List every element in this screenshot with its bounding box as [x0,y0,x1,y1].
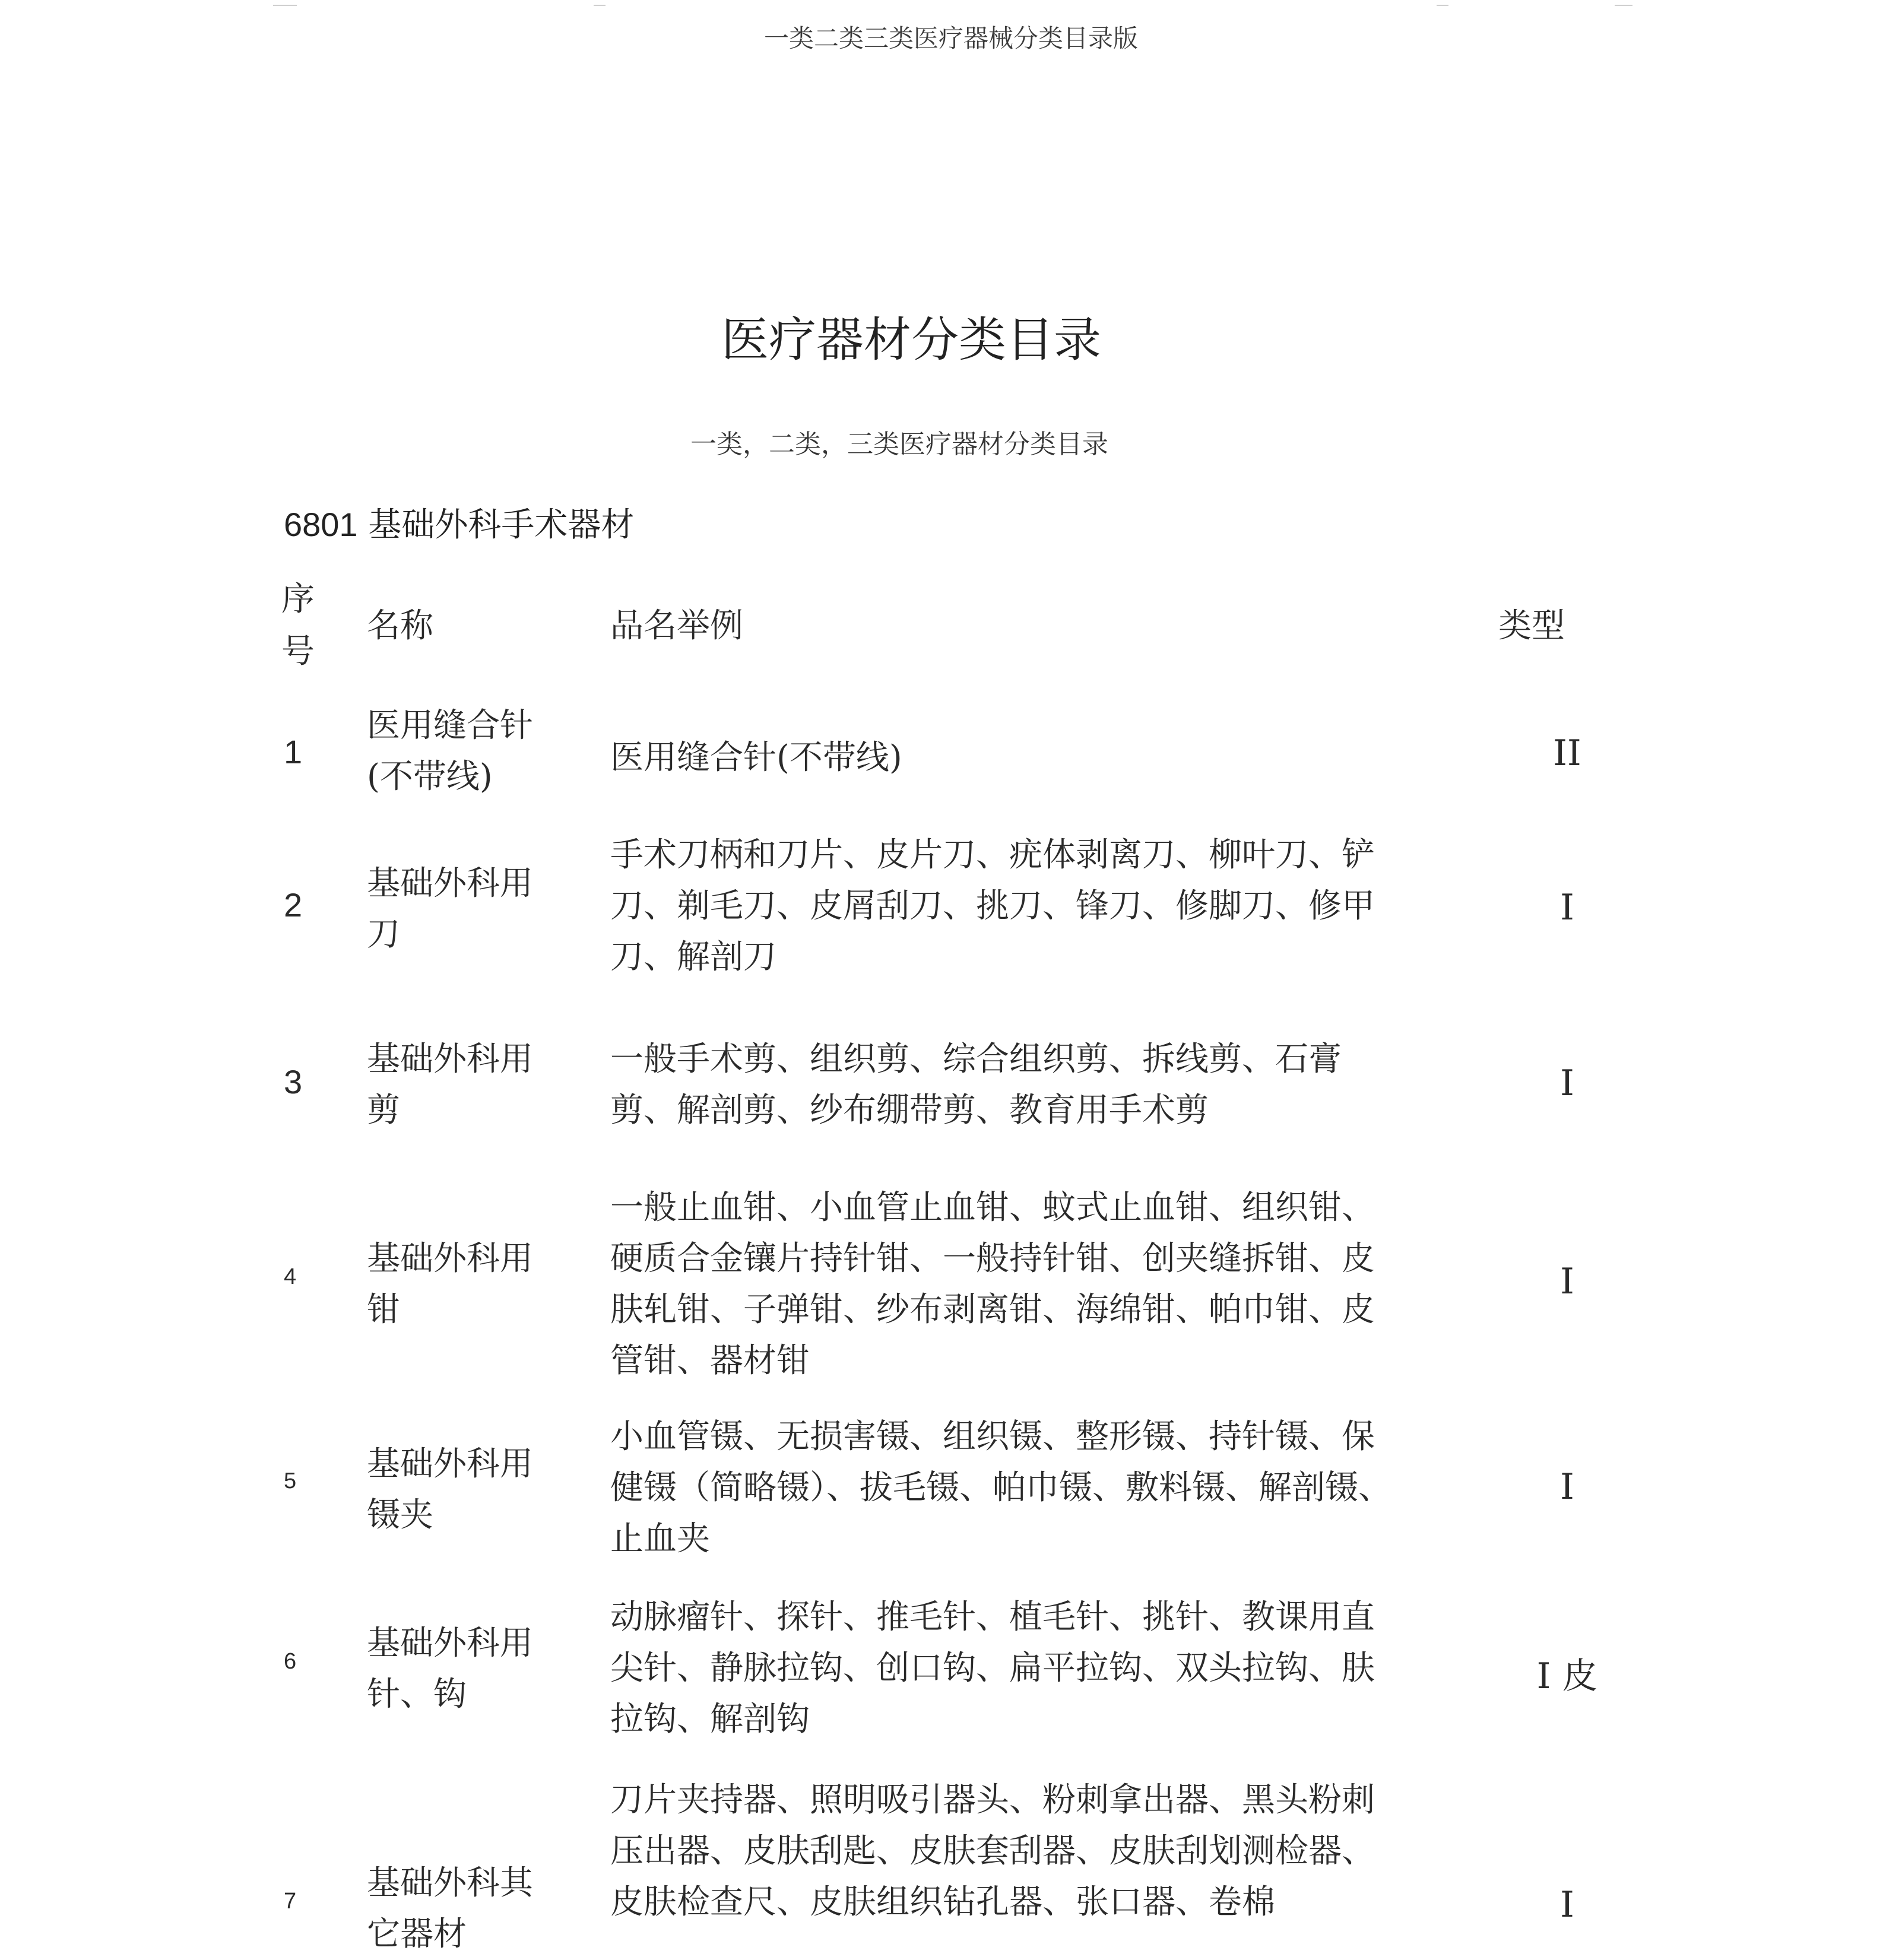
row-examples: 小血管镊、无损害镊、组织镊、整形镊、持针镊、保健镊（简略镊）、拔毛镊、帕巾镊、敷料镊、解剖镊、止血夹 [610,1417,1391,1558]
document-title: 医疗器材分类目录 [721,312,1101,367]
row-type: I 皮 [1536,1655,1598,1697]
row-name: 医用缝合针(不带线) [367,706,533,796]
row-seq: 2 [284,886,303,924]
row-examples: 手术刀柄和刀片、皮片刀、疣体剥离刀、柳叶刀、铲刀、剃毛刀、皮屑刮刀、挑刀、锋刀、修脚刀、修甲刀、解剖刀 [610,836,1375,976]
row-type: II [1553,732,1581,774]
row-name: 基础外科用剪 [367,1040,533,1130]
row-examples: 刀片夹持器、照明吸引器头、粉刺拿出器、黑头粉刺压出器、皮肤刮匙、皮肤套刮器、皮肤刮划测检器、皮肤检查尺、皮肤组织钻孔器、张口器、卷棉 [610,1781,1375,1921]
row-type: I [1560,1466,1574,1508]
column-header-seq: 序号 [281,580,315,671]
row-examples: 医用缝合针(不带线) [610,738,902,777]
page-edge-marks [0,0,1902,12]
column-header-type: 类型 [1498,607,1565,645]
running-header: 一类二类三类医疗器械分类目录版 [763,24,1138,53]
row-type: I [1560,887,1574,928]
row-name: 基础外科用钳 [367,1239,533,1329]
row-name: 基础外科用镊夹 [367,1445,533,1534]
row-name: 基础外科用刀 [367,864,533,954]
row-name: 基础外科用针、钩 [367,1624,533,1714]
document-subtitle: 一类，二类，三类医疗器材分类目录 [690,429,1108,459]
row-examples: 一般手术剪、组织剪、综合组织剪、拆线剪、石膏剪、解剖剪、纱布绷带剪、教育用手术剪 [610,1040,1342,1130]
section-heading [284,499,634,546]
row-seq: 4 [284,1264,297,1289]
row-examples: 一般止血钳、小血管止血钳、蚊式止血钳、组织钳、硬质合金镶片持针钳、一般持针钳、创夹缝拆钳、皮肤轧钳、子弹钳、纱布剥离钳、海绵钳、帕巾钳、皮管钳、器材钳 [610,1188,1375,1380]
section-name: 基础外科手术器材 [368,506,635,544]
row-seq: 5 [284,1469,297,1493]
row-seq: 6 [284,1649,297,1674]
row-type: I [1560,1261,1574,1302]
section-code: 6801 [284,506,358,543]
column-header-name: 名称 [367,607,433,645]
row-name: 基础外科其它器材 [367,1864,533,1953]
row-type: I [1560,1063,1574,1104]
row-examples: 动脉瘤针、探针、推毛针、植毛针、挑针、教课用直尖针、静脉拉钩、创口钩、扁平拉钩、双头拉钩、肤拉钩、解剖钩 [610,1598,1375,1739]
row-seq: 1 [284,733,303,770]
row-seq: 3 [284,1063,303,1100]
row-seq: 7 [284,1889,297,1914]
row-type: I [1560,1884,1574,1926]
column-header-examples: 品名举例 [610,607,743,645]
